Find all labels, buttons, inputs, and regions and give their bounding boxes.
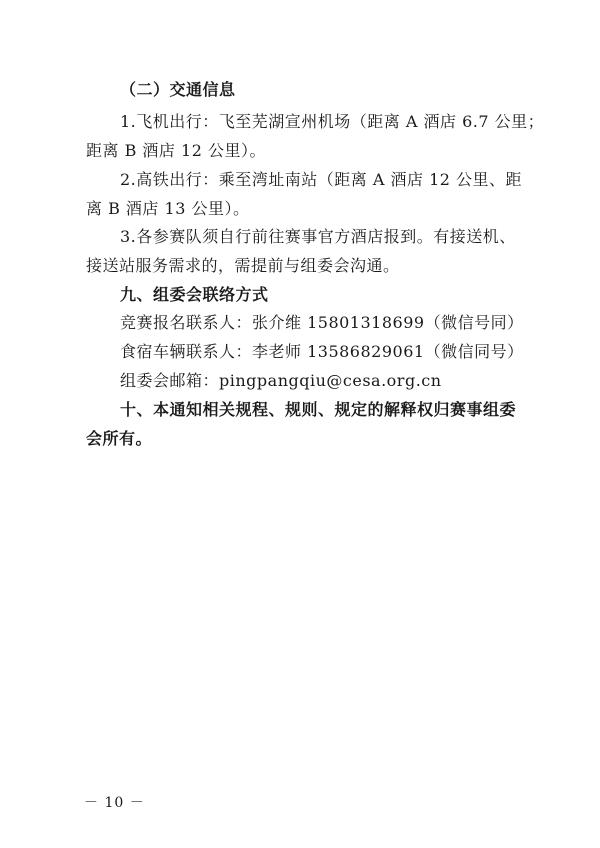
report-info-line-2: 接送站服务需求的，需提前与组委会沟通。	[86, 256, 400, 275]
flight-info-line-2: 距离 B 酒店 12 公里）。	[86, 141, 266, 160]
page-number: － 10 －	[84, 795, 145, 811]
section-heading-contacts: 九、组委会联络方式	[120, 285, 269, 304]
rail-info-line-1: 2.高铁出行：乘至湾址南站（距离 A 酒店 12 公里、距	[120, 170, 523, 189]
final-clause-line-1: 十、本通知相关规程、规则、规定的解释权归赛事组委	[120, 400, 517, 419]
contact-registration: 竞赛报名联系人：张介维 15801318699（微信号同）	[120, 313, 524, 332]
flight-info-line-1: 1.飞机出行：飞至芜湖宣州机场（距离 A 酒店 6.7 公里；	[120, 112, 545, 131]
contact-email: 组委会邮箱：pingpangqiu@cesa.org.cn	[120, 371, 442, 390]
final-clause-line-2: 会所有。	[86, 429, 153, 448]
rail-info-line-2: 离 B 酒店 13 公里）。	[86, 199, 250, 218]
report-info-line-1: 3.各参赛队须自行前往赛事官方酒店报到。有接送机、	[120, 227, 516, 246]
contact-lodging: 食宿车辆联系人：李老师 13586829061（微信同号）	[120, 342, 524, 361]
section-heading-transport: （二）交通信息	[120, 80, 236, 99]
